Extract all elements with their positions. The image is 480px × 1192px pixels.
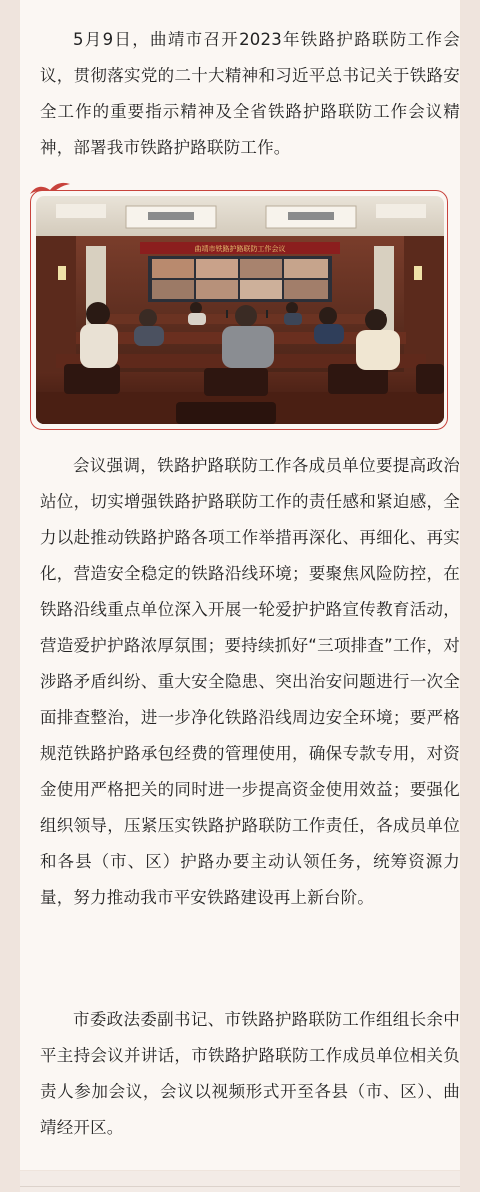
right-margin: [460, 0, 480, 1192]
article-paragraph-emphasis: 会议强调，铁路护路联防工作各成员单位要提高政治站位，切实增强铁路护路联防工作的责任感和紧迫感，全力以赴推动铁路护路各项工作举措再深化、再细化、再实化，营造安全稳定的铁路沿线环境；要聚焦风险防控，在铁路沿线重点单位深入开展一轮爱护护路宣传教育活动，营造爱护护路浓厚氛围；要持续抓好“三项排查”工作，对涉路矛盾纠纷、重大安全隐患、突出治安问题进行一次全面排查整治，进一步净化铁路沿线周边安全环境；要严格规范铁路护路承包经费的管理使用，确保专款专用，对资金使用严格把关的同时进一步提高资金使用效益；要强化组织领导，压紧压实铁路护路联防工作责任，各成员单位和各县（市、区）护路办要主动认领任务，统筹资源力量，努力推动我市平安铁路建设再上新台阶。: [40, 456, 460, 907]
article-paragraph-intro: 5月9日，曲靖市召开2023年铁路护路联防工作会议，贯彻落实党的二十大精神和习近平总书记关于铁路安全工作的重要指示精神及全省铁路护路联防工作会议精神，部署我市铁路护路联防工作。: [40, 30, 460, 157]
article-body: [20, 0, 460, 1170]
meeting-photo: [36, 196, 444, 424]
left-margin: [0, 0, 20, 1192]
article-paragraph-host: 市委政法委副书记、市铁路护路联防工作组组长余中平主持会议并讲话，市铁路护路联防工作成员单位相关负责人参加会议，会议以视频形式开至各县（市、区）、曲靖经开区。: [40, 1010, 460, 1137]
footer-divider: [20, 1186, 460, 1187]
screen-banner-text: 曲靖市铁路护路联防工作会议: [194, 246, 286, 253]
